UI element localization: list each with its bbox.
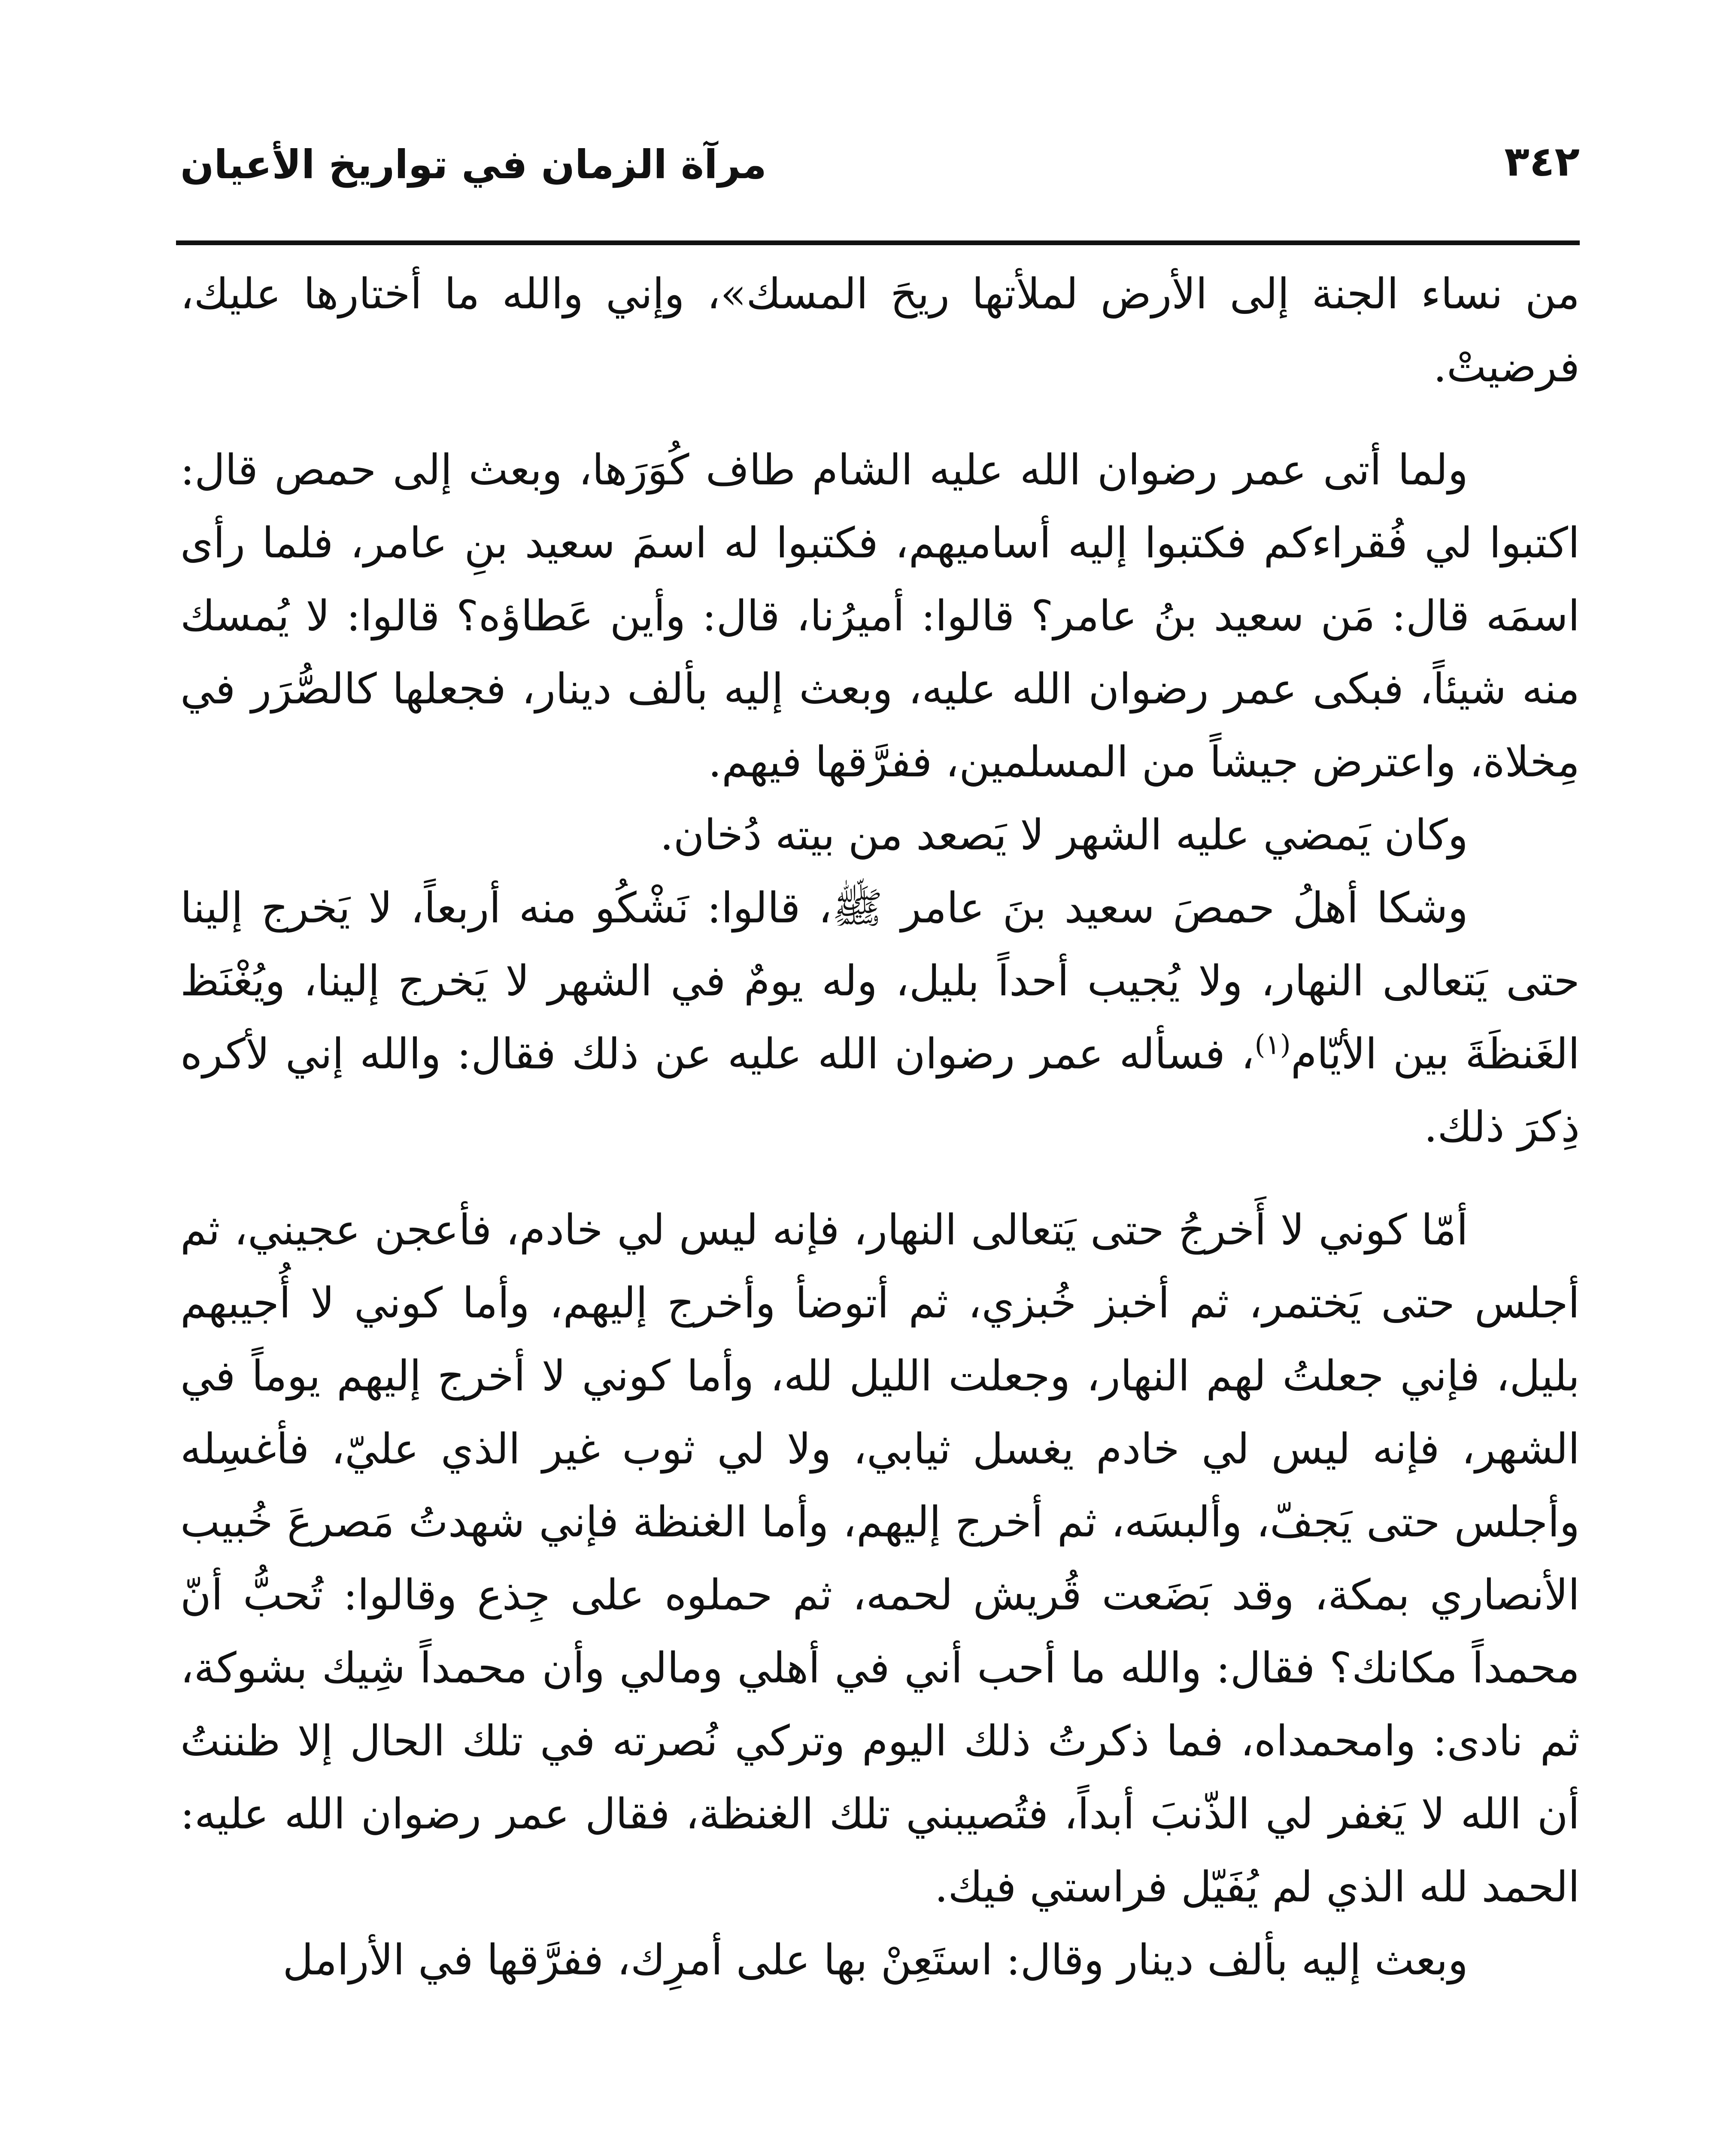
running-title: مرآة الزمان في تواريخ الأعيان [180,142,767,188]
paragraph-1: من نساء الجنة إلى الأرض لملأتها ريحَ المسك»، وإني والله ما أختارها عليك، فرضيتْ. [180,270,1580,392]
paragraph-2: ولما أتى عمر رضوان الله عليه الشام طاف كُوَرَها، وبعث إلى حمص قال: اكتبوا لي فُقراءكم فكتبوا إليه أساميهم، فكتبوا له اسمَ سعيد بنِ عامر، فلما رأى اسمَه قال: مَن سعيد بنُ عامر؟ قالوا: أميرُنا، قال: وأين عَطاؤه؟ قالوا: لا يُمسك منه شيئاً، فبكى عمر رضوان الله عليه، وبعث إليه بألف دينار، فجعلها كالصُّرَر في مِخلاة، واعترض جيشاً من المسلمين، ففرَّقها فيهم. [180,446,1580,787]
page-number: ٣٤٢ [1504,137,1580,186]
main-text [180,258,1580,1997]
footnote-reference: (١) [1254,1029,1291,1061]
paragraph-4 [180,872,1580,1164]
header-rule [176,240,1580,245]
page-header [180,125,1580,206]
paragraph-3: وكان يَمضي عليه الشهر لا يَصعد من بيته دُخان. [660,811,1468,860]
paragraph-4-text-end: ، فسأله عمر رضوان الله عليه عن ذلك فقال: والله إني لأكره ذِكرَ ذلك. [180,1030,1580,1152]
paragraph-5: أمّا كوني لا أَخرجُ حتى يَتعالى النهار، فإنه ليس لي خادم، فأعجن عجيني، ثم أجلس حتى يَختمر، ثم أخبز خُبزي، ثم أتوضأ وأخرج إليهم، وأما كوني لا أُجيبهم بليل، فإني جعلتُ لهم النهار، وجعلت الليل لله، وأما كوني لا أخرج إليهم يوماً في الشهر، فإنه ليس لي خادم يغسل ثيابي، ولا لي ثوب غير الذي عليّ، فأغسِله وأجلس حتى يَجفّ، وألبسَه، ثم أخرج إليهم، وأما الغنظة فإني شهدتُ مَصرعَ خُبيب الأنصاري بمكة، وقد بَضَعت قُريش لحمه، ثم حملوه على جِذع وقالوا: تُحبُّ أنّ محمداً مكانك؟ فقال: والله ما أحب أني في أهلي ومالي وأن محمداً شِيك بشوكة، ثم نادى: وامحمداه، فما ذكرتُ ذلك اليوم وتركي نُصرته في تلك الحال إلا ظننتُ أن الله لا يَغفر لي الذّنبَ أبداً، فتُصيبني تلك الغنظة، فقال عمر رضوان الله عليه: الحمد لله الذي لم يُفَيّل فراستي فيك. [180,1206,1580,1912]
paragraph-6: وبعث إليه بألف دينار وقال: استَعِنْ بها على أمرِك، ففرَّقها في الأرامل [282,1936,1468,1985]
paragraph-4-text: وشكا أهلُ حمصَ سعيد بنَ عامر ﷺ، قالوا: نَشْكُو منه أربعاً، لا يَخرج إلينا حتى يَتعالى النهار، ولا يُجيب أحداً بليل، وله يومٌ في الشهر لا يَخرج إلينا، ويُغْنَظ الغَنظَةَ بين الأيّام [180,884,1580,1079]
